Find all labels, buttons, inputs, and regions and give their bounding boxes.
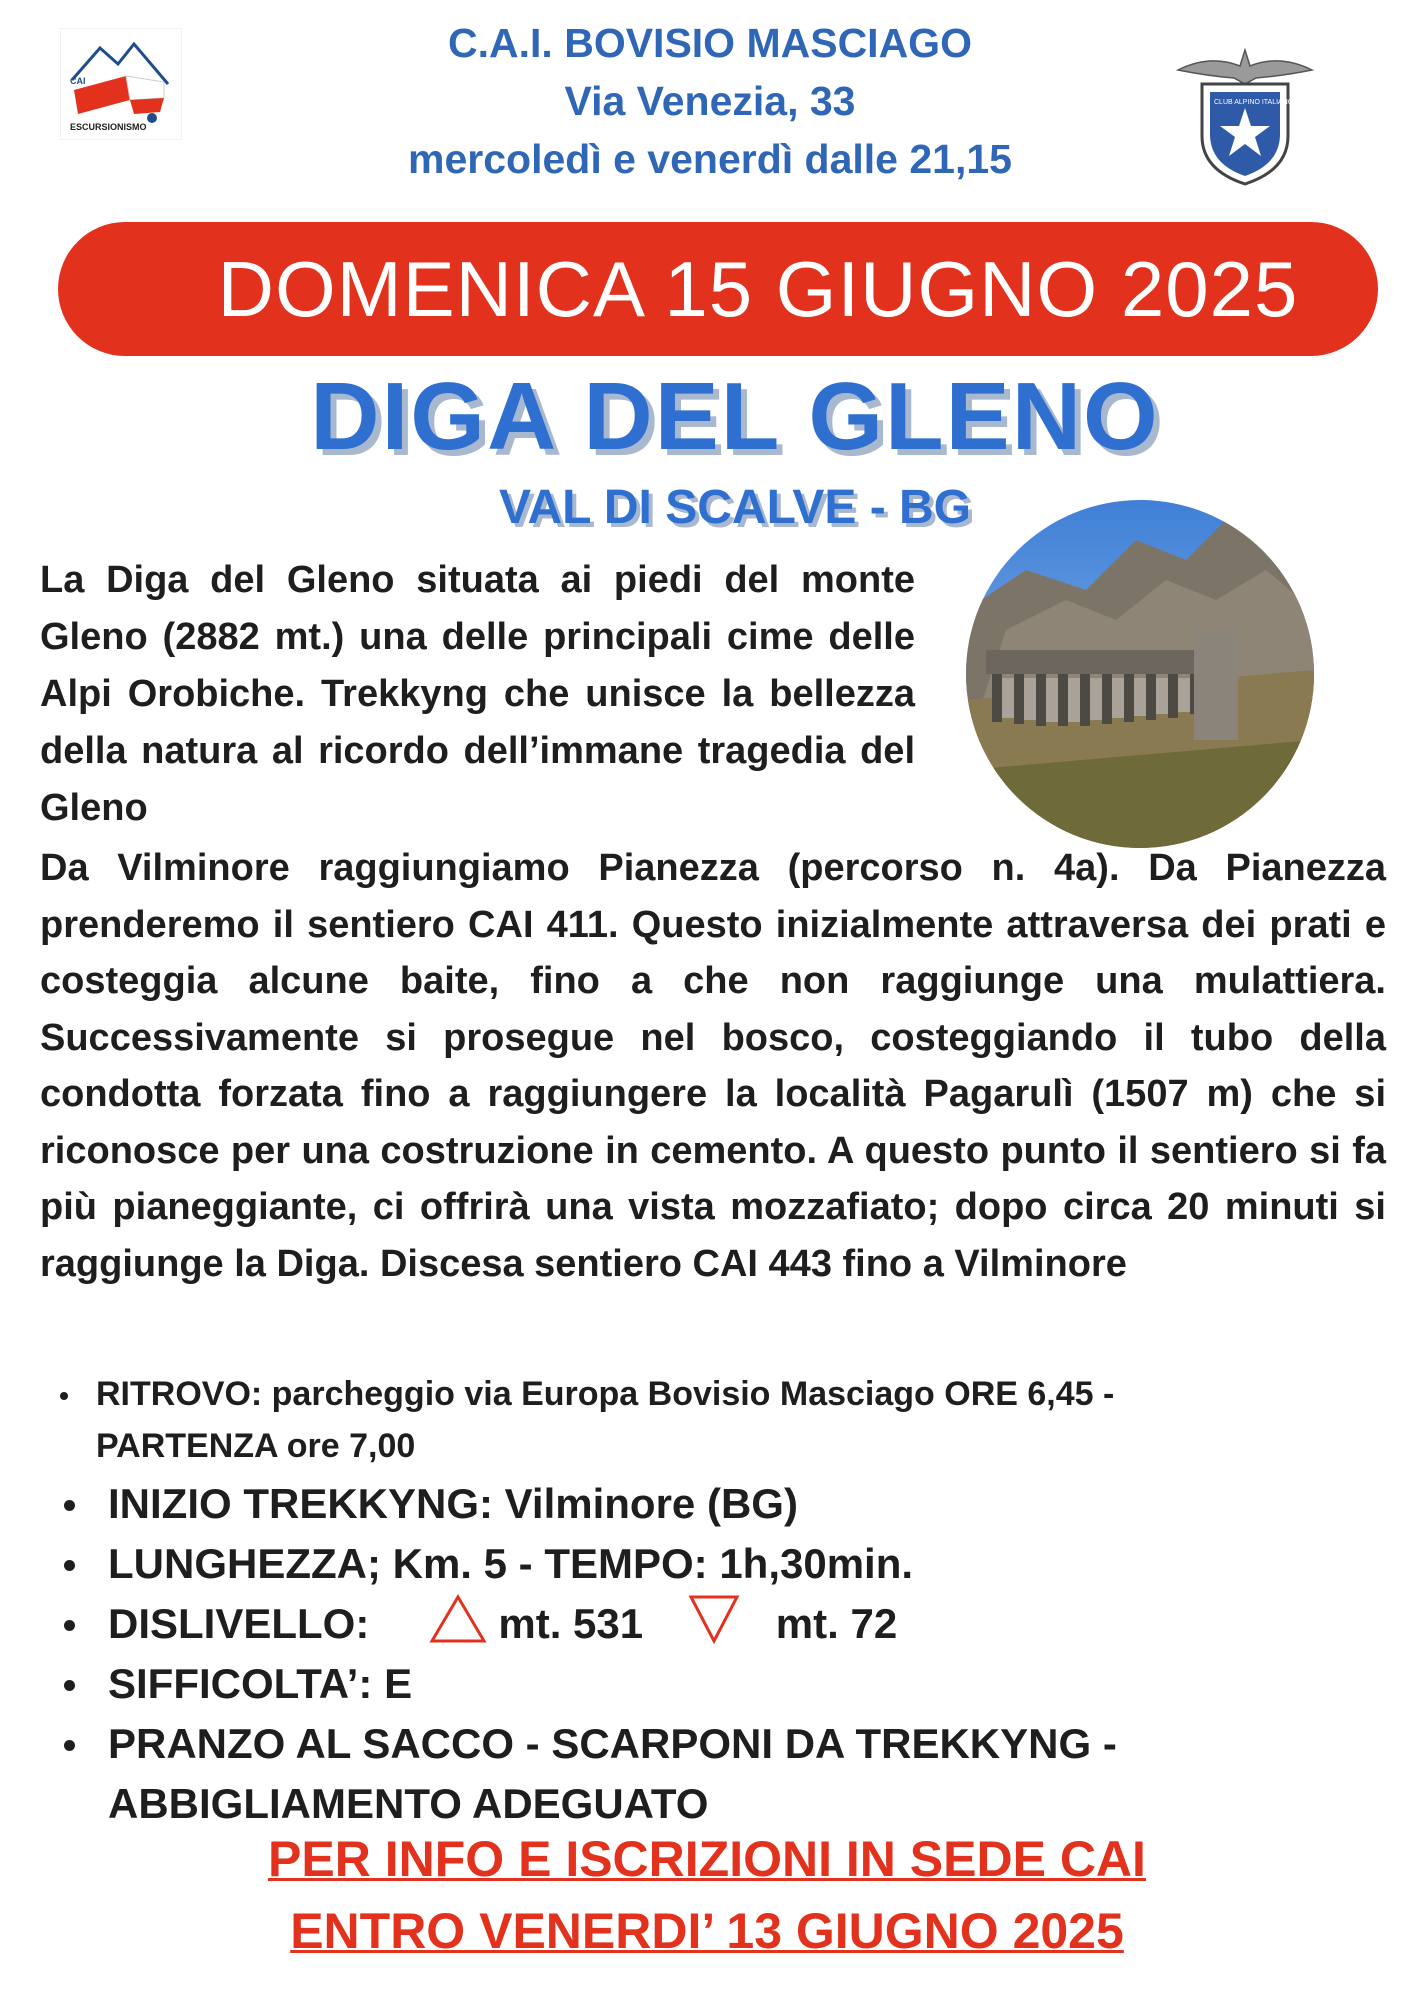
meeting-point-item: RITROVO: parcheggio via Europa Bovisio Masciago ORE 6,45 - PARTENZA ore 7,00 bbox=[96, 1375, 1115, 1465]
club-name: C.A.I. BOVISIO MASCIAGO bbox=[448, 20, 972, 66]
svg-text:CLUB ALPINO ITALIANO: CLUB ALPINO ITALIANO bbox=[1214, 99, 1294, 106]
triangle-down-icon bbox=[688, 1594, 740, 1660]
equipment-item: PRANZO AL SACCO - SCARPONI DA TREKKYNG - ABBIGLIAMENTO ADEGUATO bbox=[108, 1720, 1117, 1827]
club-alpino-italiano-logo bbox=[1170, 40, 1320, 190]
elevation-item bbox=[108, 1594, 908, 1660]
bullet-dot bbox=[60, 1392, 68, 1400]
dam-photo bbox=[966, 500, 1314, 848]
elevation-up-value: mt. 531 bbox=[498, 1600, 644, 1648]
elevation-label: DISLIVELLO: bbox=[108, 1600, 370, 1648]
page-subtitle: VAL DI SCALVE - BG bbox=[498, 481, 972, 534]
elevation-down-value: mt. 72 bbox=[775, 1600, 898, 1648]
trek-start-item: INIZIO TREKKYNG: Vilminore (BG) bbox=[108, 1480, 798, 1527]
bullet-dot bbox=[64, 1740, 75, 1751]
bullet-dot bbox=[64, 1500, 75, 1511]
bullet-dot bbox=[64, 1680, 75, 1691]
bullet-dot bbox=[64, 1560, 75, 1571]
registration-deadline: ENTRO VENERDI’ 13 GIUGNO 2025 bbox=[290, 1903, 1124, 1959]
bullet-dot bbox=[64, 1620, 75, 1631]
info-registration-note: PER INFO E ISCRIZIONI IN SEDE CAI bbox=[268, 1831, 1146, 1887]
route-description: Da Vilminore raggiungiamo Pianezza (percorso n. 4a). Da Pianezza prenderemo il sentiero CAI 411. Questo inizialmente attraversa dei prati e costeggia alcune baite, fino a che non raggiunge una mulattiera. Successivamente si prosegue nel bosco, costeggiando il tubo della condotta forzata fino a raggiungere la località Pagarulì (1507 m) che si riconosce per una costruzione in cemento. A questo punto il sentiero si fa più pianeggiante, ci offrirà una vista mozzafiato; dopo circa 20 minuti si raggiunge la Diga. Discesa sentiero CAI 443 fino a Vilminore bbox=[40, 847, 1386, 1285]
club-address: Via Venezia, 33 bbox=[564, 78, 856, 124]
intro-paragraph: La Diga del Gleno situata ai piedi del monte Gleno (2882 mt.) una delle principali cime delle Alpi Orobiche. Trekkyng che unisce la bellezza della natura al ricordo dell’immane tragedia del Gleno bbox=[40, 559, 915, 829]
svg-text:ESCURSIONISMO: ESCURSIONISMO bbox=[70, 122, 147, 132]
club-opening-hours: mercoledì e venerdì dalle 21,15 bbox=[408, 136, 1012, 182]
svg-text:CAI: CAI bbox=[70, 76, 86, 86]
triangle-up-icon bbox=[429, 1594, 487, 1660]
page-title: DIGA DEL GLENO bbox=[310, 363, 1160, 470]
event-date: DOMENICA 15 GIUGNO 2025 bbox=[217, 245, 1299, 333]
length-time-item: LUNGHEZZA; Km. 5 - TEMPO: 1h,30min. bbox=[108, 1540, 914, 1587]
cai-escursionismo-logo bbox=[60, 28, 182, 140]
difficulty-item: SIFFICOLTA’: E bbox=[108, 1660, 413, 1707]
